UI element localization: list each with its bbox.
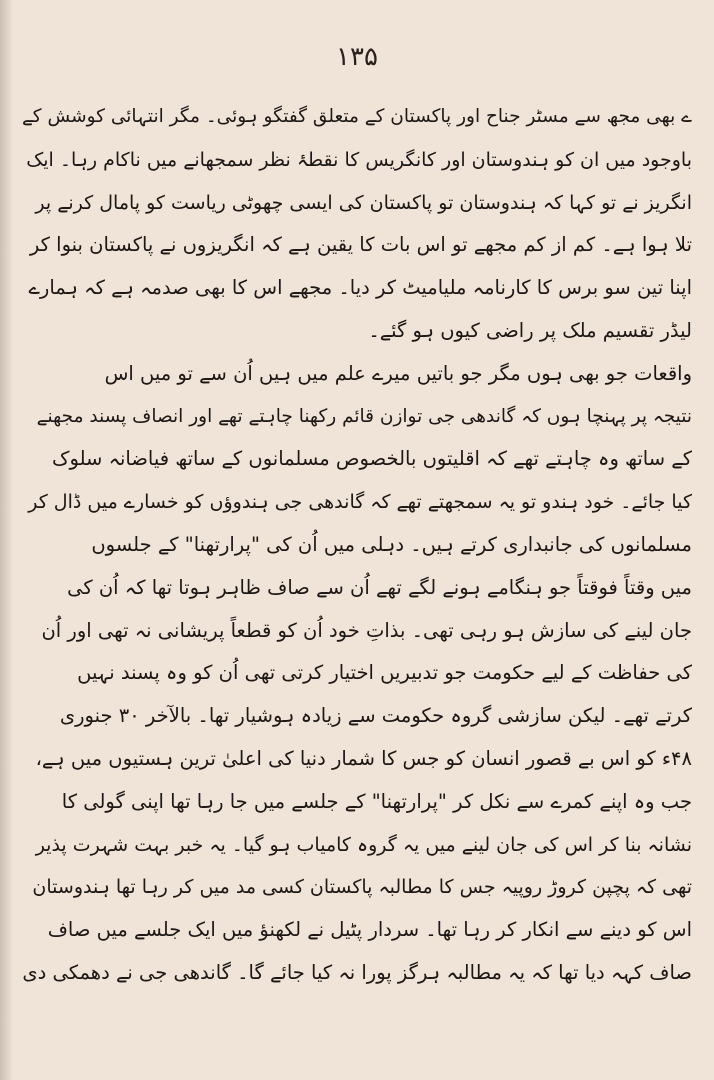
text-line: صاف کہہ دیا تھا کہ یہ مطالبہ ہرگز پورا نہ کیا جائے گا۔ گاندھی جی نے دھمکی دی bbox=[22, 960, 692, 984]
text-line: تلا ہوا ہے۔ کم از کم مجھے تو اس بات کا یقین ہے کہ انگریزوں نے پاکستان بنوا کر bbox=[29, 233, 692, 257]
text-line: نتیجہ پر پہنچا ہوں کہ گاندھی جی توازن قائم رکھنا چاہتے تھے اور انصاف پسند مجھنے bbox=[36, 405, 692, 427]
text-line: ے بھی مجھ سے مسٹر جناح اور پاکستان کے متعلق گفتگو ہوئی۔ مگر انتہائی کوشش کے bbox=[21, 106, 692, 127]
page-number: ۱۳۵ bbox=[336, 42, 378, 72]
text-line: جان لینے کی سازش ہو رہی تھی۔ بذاتِ خود اُن کو قطعاً پریشانی نہ تھی اور اُن bbox=[41, 618, 692, 642]
text-line: انگریز نے تو کہا کہ ہندوستان تو پاکستان کی ایسی چھوٹی ریاست کو پامال کرنے پر bbox=[35, 191, 692, 214]
text-line: کرتے تھے۔ لیکن سازشی گروہ حکومت سے زیادہ ہوشیار تھا۔ بالآخر ۳۰ جنوری bbox=[59, 704, 692, 728]
page-binding-edge bbox=[0, 0, 12, 1080]
text-line: اپنا تین سو برس کا کارنامہ ملیامیٹ کر دیا۔ مجھے اس کا بھی صدمہ ہے کہ ہمارے bbox=[28, 276, 692, 300]
text-line: نشانہ بنا کر اس کی جان لینے میں یہ گروہ کامیاب ہو گیا۔ یہ خبر بہت شہرت پذیر bbox=[35, 833, 692, 856]
text-line: تھی کہ پچپن کروڑ روپیہ جس کا مطالبہ پاکستان کسی مد میں کر رہا تھا ہندوستان bbox=[32, 876, 692, 899]
text-line: لیڈر تقسیم ملک پر راضی کیوں ہو گئے۔ bbox=[368, 318, 692, 342]
text-line: باوجود میں ان کو ہندوستان اور کانگریس کا نقطۂ نظر سمجھانے میں ناکام رہا۔ ایک bbox=[26, 148, 692, 171]
text-line: ۴۸ء کو اس بے قصور انسان کو جس کا شمار دنیا کی اعلیٰ ترین ہستیوں میں ہے، bbox=[35, 746, 692, 770]
text-line: کے ساتھ وہ چاہتے تھے کہ اقلیتوں بالخصوص مسلمانوں کے ساتھ فیاضانہ سلوک bbox=[52, 447, 692, 471]
text-line: کی حفاظت کے لیے حکومت جو تدبیریں اختیار کرتی تھی اُن کو وہ پسند نہیں bbox=[77, 661, 692, 685]
text-line: جب وہ اپنے کمرے سے نکل کر "پرارتھنا" کے جلسے میں جا رہا تھا اپنی گولی کا bbox=[61, 789, 692, 813]
body-text bbox=[20, 96, 692, 995]
text-line: واقعات جو بھی ہوں مگر جو باتیں میرے علم میں ہیں اُن سے تو میں اس bbox=[104, 361, 692, 385]
text-line: کیا جائے۔ خود ہندو تو یہ سمجھتے تھے کہ گاندھی جی ہندوؤں کو خسارے میں ڈال کر bbox=[28, 491, 692, 514]
text-line: میں وقتاً فوقتاً جو ہنگامے ہونے لگے تھے اُن سے صاف ظاہر ہوتا تھا کہ اُن کی bbox=[67, 575, 692, 599]
text-line: مسلمانوں کی جانبداری کرتے ہیں۔ دہلی میں اُن کی "پرارتھنا" کے جلسوں bbox=[91, 532, 692, 556]
text-line: اس کو دینے سے انکار کر رہا تھا۔ سردار پٹیل نے لکھنؤ میں ایک جلسے میں صاف bbox=[47, 918, 692, 942]
